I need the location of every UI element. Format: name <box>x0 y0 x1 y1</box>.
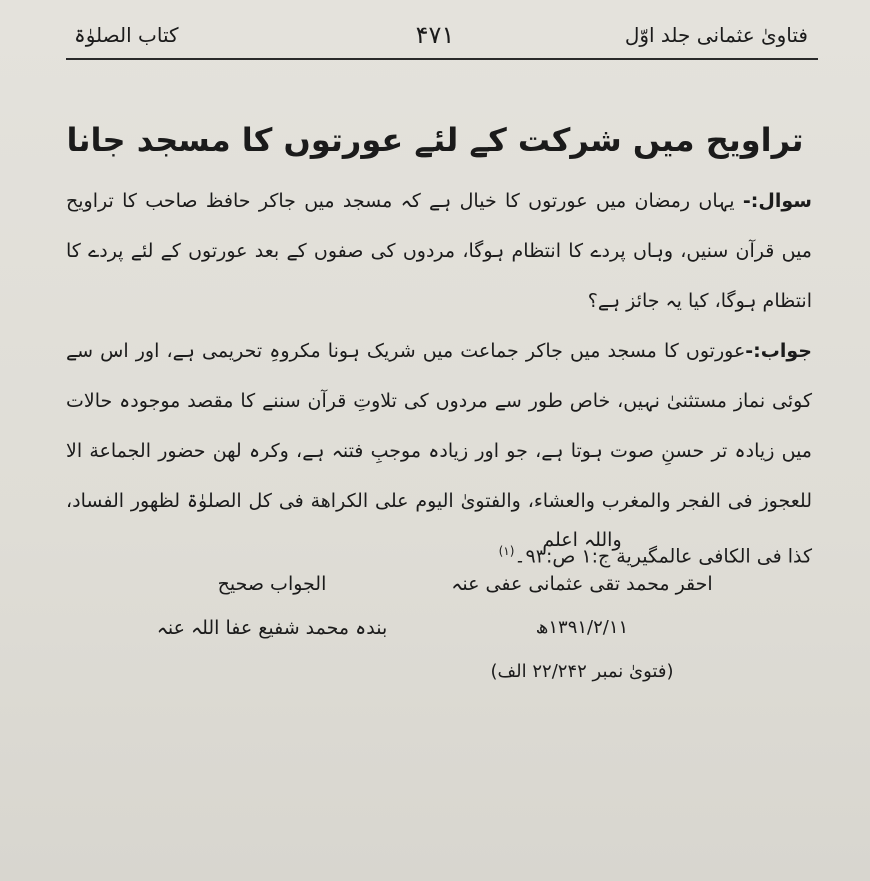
footnote-marker: (۱) <box>498 544 515 558</box>
endorsement-label: الجواب صحیح <box>217 573 327 595</box>
question-text: یہاں رمضان میں عورتوں کا خیال ہے کہ مسجد میں جاکر حافظ صاحب کا تراویح میں قرآن سنیں، وہاں پردے کا انتظام ہوگا، مردوں کی صفوں کے بعد عورتوں کے لئے پردے کا انتظام ہوگا، کیا یہ جائز ہے؟ <box>66 190 812 312</box>
signatory-name: احقر محمد تقی عثمانی عفی عنہ <box>451 573 713 595</box>
page-title: تراویح میں شرکت کے لئے عورتوں کا مسجد جانا <box>66 121 804 159</box>
header-book-title: فتاویٰ عثمانی جلد اوّل <box>624 23 808 47</box>
page-number: ۴۷۱ <box>415 21 455 49</box>
signature-block-right <box>402 518 762 694</box>
header-chapter: کتاب الصلوٰۃ <box>74 23 179 47</box>
answer-label: جواب:- <box>745 340 812 362</box>
fatwa-number: (فتویٰ نمبر ۲۲/۲۴۲ الف) <box>490 661 674 682</box>
fatwa-date: ۱۳۹۱/۲/۱۱ھ <box>535 617 629 638</box>
answer-text: عورتوں کا مسجد میں جاکر جماعت میں شریک ہونا مکروہِ تحریمی ہے، اور اس سے کوئی نماز مستثنیٰ نہیں، خاص طور سے مردوں کی تلاوتِ قرآن سننے کا مقصد موجودہ حالات میں زیادہ تر حسنِ صوت ہوتا ہے، جو اور زیادہ موجبِ فتنہ ہے، وکرہ لهن حضور الجماعة الا للعجوز فی الفجر والمغرب والعشاء، والفتویٰ الیوم علی الکراھة فی کل الصلوٰۃ لظھور الفساد، کذا فی الکافی عالمگیریة ج:۱ ص:۹۳۔ <box>66 340 812 568</box>
wallahu-alam: واللہ اعلم <box>542 529 622 551</box>
endorser-name: بندہ محمد شفیع عفا اللہ عنہ <box>156 617 388 639</box>
signature-block-left <box>112 518 432 650</box>
header-rule <box>66 58 818 60</box>
question-label: سوال:- <box>742 190 812 212</box>
question-paragraph <box>66 176 812 326</box>
